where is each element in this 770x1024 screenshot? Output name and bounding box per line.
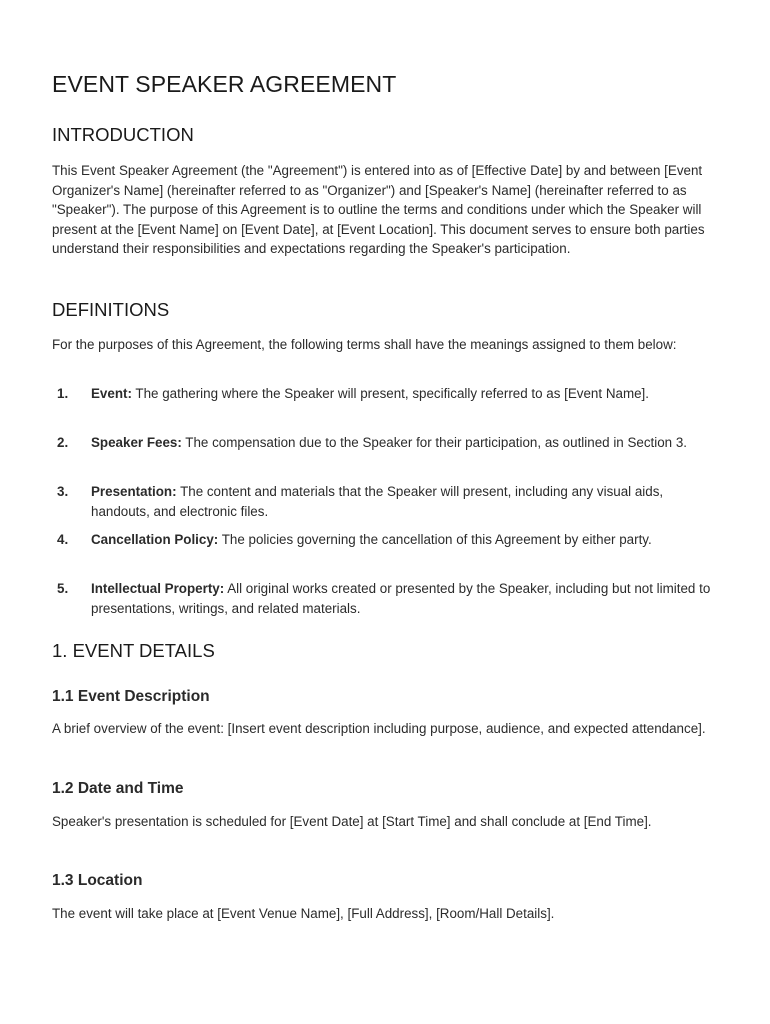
- definition-body: [91, 384, 721, 404]
- definition-text: The compensation due to the Speaker for their participation, as outlined in Section 3.: [185, 435, 688, 450]
- definition-body: [91, 433, 721, 453]
- definitions-intro: For the purposes of this Agreement, the following terms shall have the meanings assigned to them below:: [52, 337, 677, 352]
- definitions-heading: DEFINITIONS: [52, 299, 170, 320]
- date-time-text: Speaker's presentation is scheduled for [Event Date] at [Start Time] and shall conclude at [End Time].: [52, 814, 652, 829]
- definition-text: The policies governing the cancellation of this Agreement by either party.: [221, 532, 652, 547]
- date-time-heading: 1.2 Date and Time: [52, 780, 184, 797]
- location-text: The event will take place at [Event Venue Name], [Full Address], [Room/Hall Details].: [52, 906, 555, 921]
- definition-number: 5.: [57, 581, 69, 596]
- definition-term: Presentation:: [91, 484, 177, 499]
- introduction-heading: INTRODUCTION: [52, 124, 194, 145]
- definition-text: The gathering where the Speaker will present, specifically referred to as [Event Name].: [135, 386, 649, 401]
- document-title: EVENT SPEAKER AGREEMENT: [52, 71, 397, 97]
- event-description-text: A brief overview of the event: [Insert event description including purpose, audience, and expected attendance].: [52, 721, 706, 736]
- definition-text: The content and materials that the Speaker will present, including any visual aids, handouts, and electronic files.: [91, 484, 664, 519]
- definition-number: 1.: [57, 386, 69, 401]
- definition-term: Event:: [91, 386, 132, 401]
- definition-body: [91, 579, 721, 618]
- definition-body: [91, 530, 721, 550]
- definition-text: All original works created or presented by the Speaker, including but not limited to presentations, writings, and related materials.: [91, 581, 711, 616]
- definition-term: Cancellation Policy:: [91, 532, 219, 547]
- definition-term: Speaker Fees:: [91, 435, 182, 450]
- location-heading: 1.3 Location: [52, 872, 143, 889]
- introduction-text: This Event Speaker Agreement (the "Agreement") is entered into as of [Effective Date] by and between [Event Organizer's Name] (hereinafter referred to as "Organizer") and [Speaker's Name] (hereinafter referred to as "Speaker"). The purpose of this Agreement is to outline the terms and conditions under which the Speaker will present at the [Event Name] on [Event Date], at [Event Location]. This document serves to ensure both parties understand their responsibilities and expectations regarding the Speaker's participation.: [52, 163, 705, 256]
- definition-term: Intellectual Property:: [91, 581, 225, 596]
- event-description-heading: 1.1 Event Description: [52, 688, 210, 705]
- definition-number: 3.: [57, 484, 69, 499]
- definition-number: 4.: [57, 532, 69, 547]
- definition-number: 2.: [57, 435, 69, 450]
- event-details-heading: 1. EVENT DETAILS: [52, 640, 215, 661]
- definition-body: [91, 482, 721, 521]
